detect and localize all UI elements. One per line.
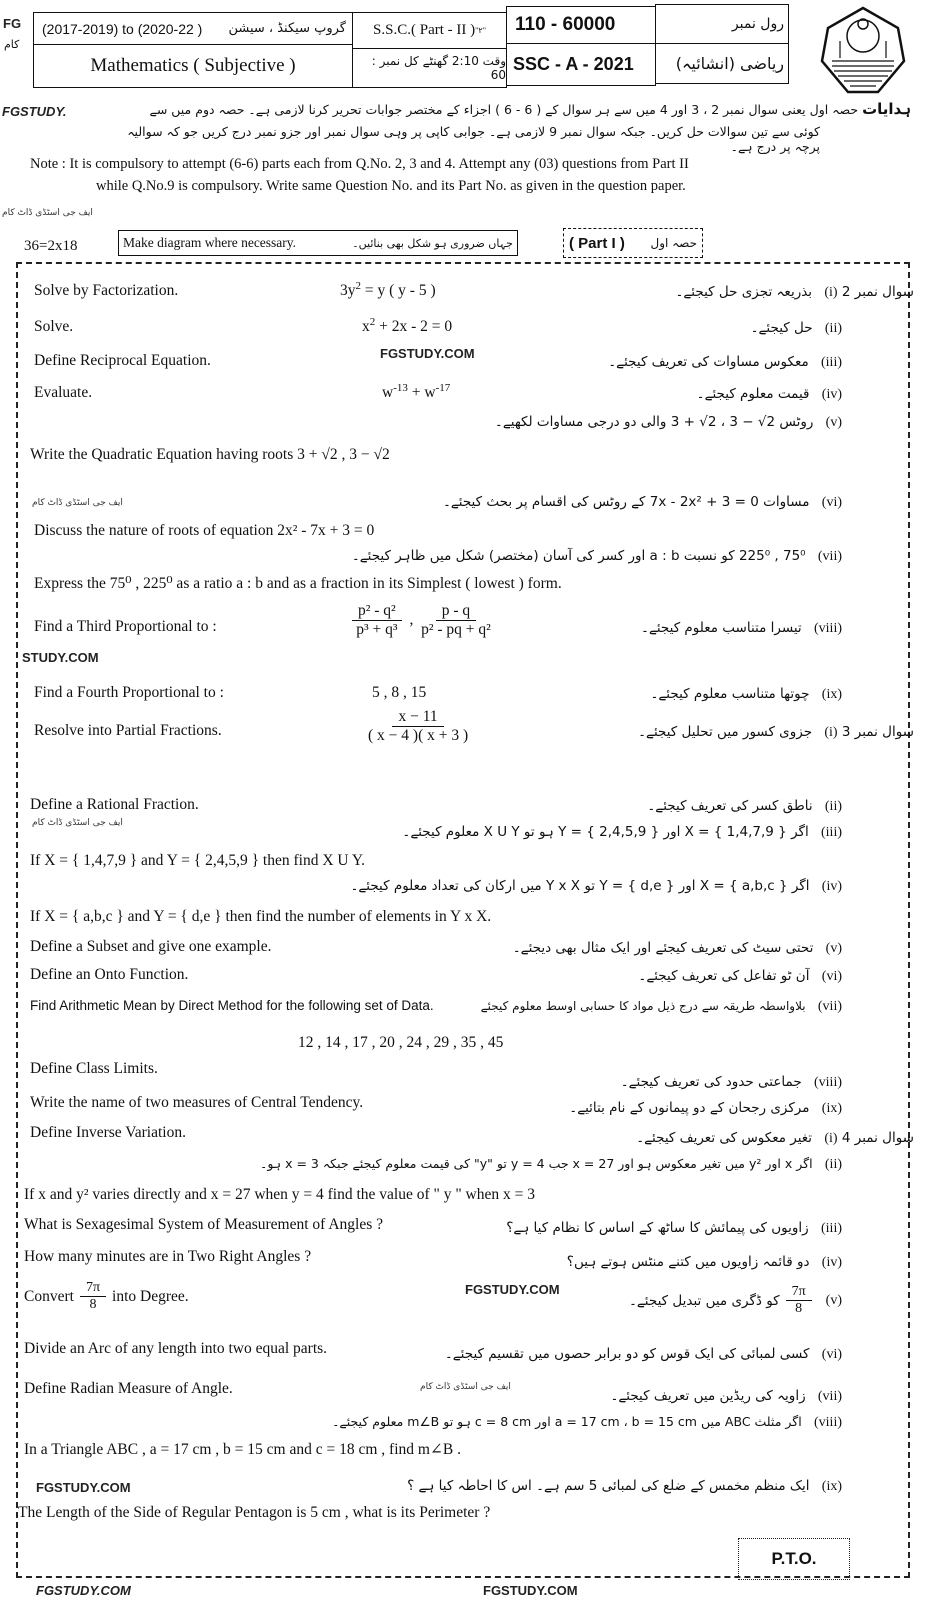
q2-iv-ur: قیمت معلوم کیجئے۔ [696,386,810,402]
instructions-line1 [66,100,911,118]
q2-i-ur: بذریعہ تجزی حل کیجئے۔ [675,284,813,300]
part-marks: 36=2x18 [24,238,78,254]
q3-v-urdu [513,940,842,957]
q3-viii-ur: جماعتی حدود کی تعریف کیجئے۔ [620,1074,802,1090]
watermark-urdu-q3ii: ایف جی اسٹڈی ڈاٹ کام [32,818,123,828]
q2-ii-ur: حل کیجئے۔ [750,320,813,336]
exam-code-cell [506,43,656,86]
q4-label: سوال نمبر 4 [841,1130,914,1146]
q3-ix-text: Write the name of two measures of Central Tendency. [30,1094,364,1111]
q2-vii-ur: 75⁰ , 225⁰ کو نسبت a : b اور کسر کی آسان (مختصر) شکل میں ظاہر کیجئے۔ [351,548,806,564]
roll-number-cell [506,6,656,44]
q2-vii-text: Express the 75⁰ , 225⁰ as a ratio a : b and as a fraction in its Simplest ( lowest ) form. [34,575,562,592]
q4-ix-ur: ایک منظم مخمس کے ضلع کی لمبائی 5 سم ہے۔ اس کا احاطہ کیا ہے ؟ [407,1478,810,1494]
q4-v-numerator: 7π [80,1280,106,1297]
q4-vi-ur: کسی لمبائی کی ایک قوس کو دو برابر حصوں میں تقسیم کیجئے۔ [444,1346,810,1362]
q4-i-ur: تغیر معکوس کی تعریف کیجئے۔ [636,1130,813,1146]
q3-viii-text: Define Class Limits. [30,1060,158,1077]
q3-viii-urdu [621,1074,842,1091]
frac1-denominator: p³ + q³ [356,621,398,638]
q2-iii-urdu [608,354,842,371]
q3-vi-urdu [638,968,842,985]
q4-viii-text: In a Triangle ABC , a = 17 cm , b = 15 cm and c = 18 cm , find m∠B . [24,1441,462,1458]
q2-ix-ur: چوتھا متناسب معلوم کیجئے۔ [650,686,810,702]
subject-title: Mathematics ( Subjective ) [90,55,296,76]
q3-i-num: (i) [824,725,838,740]
q2-iv-text: Evaluate. [34,384,93,401]
watermark-fgstudy-mid: FGSTUDY.COM [380,346,475,361]
q4-v-fraction-ur [786,1284,812,1317]
q2-ii-text: Solve. [34,318,74,335]
q4-v-fraction [80,1280,106,1313]
watermark-urdu-q2vi: ایف جی اسٹڈی ڈاٹ کام [32,498,123,508]
q2-iii-text: Define Reciprocal Equation. [34,352,211,369]
q3-ii-num: (ii) [824,799,842,814]
q4-i-urdu [636,1130,914,1147]
watermark-urdu-left: ایف جی اسٹڈی ڈاٹ کام [2,208,93,218]
instructions-title: ہدایات [862,100,911,118]
q3-viii-num: (viii) [814,1075,842,1090]
q3-iv-text: If X = { a,b,c } and Y = { d,e } then find the number of elements in Y x X. [30,908,492,925]
q4-i-text: Define Inverse Variation. [30,1124,186,1141]
q4-iv-text: How many minutes are in Two Right Angles ? [24,1248,312,1265]
q4-ix-text: The Length of the Side of Regular Pentagon is 5 cm , what is its Perimeter ? [18,1504,491,1521]
q3-vi-text: Define an Onto Function. [30,966,189,983]
q4-v-text [24,1280,189,1313]
q2-vii-num: (vii) [817,549,842,564]
q4-vii-num: (vii) [817,1389,842,1404]
q2-vi-num: (vi) [821,495,842,510]
q2-i-math: $3y^2 = y$ ( y - 5 ) [340,280,436,300]
q2-vi-ur: مساوات 0 = 3 + 7x - 2x² کے روٹس کی اقسام پر بحث کیجئے۔ [442,494,810,510]
q2-v-urdu [495,414,842,431]
time-marks-cell [352,48,507,88]
watermark-fgstudy-bottom-left: FGSTUDY.COM [36,1583,131,1598]
q3-i-numerator: x − 11 [392,708,443,727]
q2-v-num: (v) [825,415,842,430]
roll-label: رول نمبر [731,16,784,32]
q4-v-denominator-ur: 8 [795,1301,803,1316]
subject-ur: ریاضی (انشائیہ) [675,54,784,73]
q2-ix-num: (ix) [821,687,842,702]
q3-label: سوال نمبر 3 [841,724,914,740]
q4-ii-ur: اگر x اور y² میں تغیر معکوس ہو اور 27 = x جب 4 = y تو "y" کی قیمت معلوم کیجئے جبکہ 3 = x ہو۔ [260,1156,813,1171]
q4-ii-num: (ii) [824,1157,842,1172]
q3-vii-data: 12 , 14 , 17 , 20 , 24 , 29 , 35 , 45 [298,1034,504,1051]
q2-label: سوال نمبر 2 [841,284,914,300]
watermark-urdu-top-left: کام [4,38,20,51]
session-ur: گروپ سیکنڈ ، سیشن [228,21,346,36]
q4-iii-ur: زاویوں کی پیمائش کا ساٹھ کے اساس کا نظام کیا ہے؟ [506,1220,809,1236]
frac1-numerator: p² - q² [352,602,402,621]
q4-iv-num: (iv) [821,1255,842,1270]
q4-v-post: into Degree. [112,1287,189,1305]
q3-v-num: (v) [825,941,842,956]
watermark-fgstudy-convert: FGSTUDY.COM [465,1282,560,1297]
frac2-denominator: p² - pq + q² [421,621,491,638]
q3-iv-ur: اگر X = { a,b,c } اور Y = { d,e } تو Y x X میں ارکان کی تعداد معلوم کیجئے۔ [350,878,810,894]
q4-ix-num: (ix) [821,1479,842,1494]
q2-vii-urdu [352,548,842,565]
q4-vi-num: (vi) [821,1347,842,1362]
q4-ii-urdu [260,1156,842,1173]
q4-vii-text: Define Radian Measure of Angle. [24,1380,233,1397]
q2-ix-text: Find a Fourth Proportional to : [34,684,224,701]
subject-cell [33,44,353,88]
q4-viii-num: (viii) [814,1415,842,1430]
subject-ur-cell [655,43,789,84]
q3-ix-num: (ix) [821,1101,842,1116]
q4-iv-urdu [567,1254,842,1271]
roll-label-cell [655,4,789,44]
q2-ii-urdu [751,320,842,337]
q2-iii-num: (iii) [821,355,842,370]
note-line2: while Q.No.9 is compulsory. Write same Question No. and its Part No. as given in the question paper. [96,178,686,194]
board-emblem-icon [818,6,908,96]
q3-vii-text: Find Arithmetic Mean by Direct Method for the following set of Data. [30,998,434,1013]
q2-i-num: (i) [824,285,838,300]
q3-ii-urdu [647,798,842,815]
q3-v-ur: تحتی سیٹ کی تعریف کیجئے اور ایک مثال بھی دیجئے۔ [512,940,814,956]
q4-v-ur: کو ڈگری میں تبدیل کیجئے۔ [628,1292,780,1309]
q4-ix-urdu [407,1478,842,1495]
q3-iv-num: (iv) [821,879,842,894]
q3-iii-text: If X = { 1,4,7,9 } and Y = { 2,4,5,9 } then find X U Y. [30,852,365,869]
q3-v-text: Define a Subset and give one example. [30,938,272,955]
q4-v-num: (v) [825,1292,842,1308]
class-suffix: "۲" [475,26,486,35]
diagram-note-ur: جہاں ضروری ہو شکل بھی بنائیں۔ [352,236,513,250]
class-label: S.S.C.( Part - II ) [373,22,476,38]
q4-iii-num: (iii) [821,1221,842,1236]
q4-iii-text: What is Sexagesimal System of Measurement of Angles ? [24,1216,384,1233]
q2-iii-ur: معکوس مساوات کی تعریف کیجئے۔ [608,354,809,370]
q2-vi-urdu [443,494,842,511]
q4-v-denominator: 8 [89,1297,97,1312]
frac2-numerator: p - q [436,602,476,621]
watermark-fgstudy-top: FGSTUDY. [2,104,67,119]
q2-ii-math: $x^2 + 2x - 2 = 0$ [362,316,453,336]
q4-iv-ur: دو قائمہ زاویوں میں کتنے منٹس ہوتے ہیں؟ [566,1254,810,1270]
session-cell [33,12,353,45]
q2-i-urdu [675,284,914,301]
q3-vi-ur: آن ٹو تفاعل کی تعریف کیجئے۔ [638,968,810,984]
q2-ix-urdu [650,686,842,703]
note-line1: Note : It is compulsory to attempt (6-6) parts each from Q.No. 2, 3 and 4. Attempt any (03) questions from Part II [30,156,689,172]
q3-vii-urdu [481,998,842,1015]
q2-iv-math: $w^{-13} + w^{-17}$ [382,382,451,402]
time-marks: وقت 2:10 گھنٹے کل نمبر : 60 [371,54,506,82]
q4-v-numerator-ur: 7π [786,1284,812,1301]
part-label-ur: حصہ اول [650,236,697,250]
diagram-note-box [118,230,518,256]
watermark-fgstudy-bottom-center: FGSTUDY.COM [483,1583,578,1598]
pto-label: P.T.O. [771,1549,817,1568]
q2-viii-math: $\frac{\text{p² - q²}}{\text{p³ + q³}}$ , $\frac{p - q}{\text{p² - pq + q²}}$ [352,602,491,639]
watermark-urdu-q4vii: ایف جی اسٹڈی ڈاٹ کام [420,1382,511,1392]
q3-ix-ur: مرکزی رجحان کے دو پیمانوں کے نام بتائیے۔ [569,1100,810,1116]
q4-vii-urdu [610,1388,842,1405]
instructions-line2: کوئی سے تین سوالات حل کریں۔ جبکہ سوال نمبر 9 لازمی ہے۔ جوابی کاپی پر وہی سوال نمبر اور جزو نمبر درج کریں جو کہ سوالیہ پرچہ پر درج ہے۔ [127,124,820,154]
q3-vii-num: (vii) [817,999,842,1014]
q4-vi-text: Divide an Arc of any length into two equal parts. [24,1340,328,1357]
part-label: ( Part I ) [569,234,625,252]
watermark-study-left: STUDY.COM [22,650,99,665]
q4-v-urdu [629,1284,842,1317]
q3-i-ur: جزوی کسور میں تحلیل کیجئے۔ [638,724,813,740]
q2-ii-num: (ii) [824,321,842,336]
q3-i-math [368,708,468,745]
q2-v-text: Write the Quadratic Equation having roots 3 + √2 , 3 − √2 [30,446,390,463]
q3-i-text: Resolve into Partial Fractions. [34,722,222,739]
q3-vi-num: (vi) [821,969,842,984]
q2-ix-math: 5 , 8 , 15 [372,684,427,701]
q3-iv-urdu [350,878,842,895]
q3-i-urdu [638,724,914,741]
pto-box [738,1538,850,1580]
q4-i-num: (i) [824,1131,838,1146]
q4-vii-ur: زاویہ کی ریڈین میں تعریف کیجئے۔ [610,1388,806,1404]
q4-viii-ur: اگر مثلث ABC میں a = 17 cm ، b = 15 cm اور c = 8 cm ہو تو m∠B معلوم کیجئے۔ [332,1414,802,1429]
q3-ii-text: Define a Rational Fraction. [30,796,199,813]
q4-ii-text: If x and y² varies directly and x = 27 when y = 4 find the value of " y " when x = 3 [24,1186,535,1203]
q2-viii-ur: تیسرا متناسب معلوم کیجئے۔ [641,620,802,636]
exam-code: SSC - A - 2021 [513,54,634,74]
q3-i-denominator: ( x − 4 )( x + 3 ) [368,727,469,744]
diagram-note-en: Make diagram where necessary. [123,235,297,250]
q2-iv-num: (iv) [821,387,842,402]
q2-vi-text: Discuss the nature of roots of equation 2x² - 7x + 3 = 0 [34,522,375,539]
q4-vi-urdu [445,1346,842,1363]
q3-iii-ur: اگر X = { 1,4,7,9 } اور Y = { 2,4,5,9 } ہو تو X U Y معلوم کیجئے۔ [402,824,809,840]
instructions-text1: حصہ اول یعنی سوال نمبر 2 ، 3 اور 4 میں سے ہر سوال کے ( 6 - 6 ) اجزاء کے مختصر جوابات تحریر کرنا لازمی ہے۔ حصہ دوم میں سے [149,102,859,117]
q2-i-text: Solve by Factorization. [34,282,179,299]
q2-viii-urdu [641,620,842,637]
q2-viii-num: (viii) [814,621,842,636]
watermark-fg-top-left: FG [3,16,22,31]
q4-iii-urdu [506,1220,842,1237]
q3-iii-num: (iii) [821,825,842,840]
q3-ii-ur: ناطق کسر کی تعریف کیجئے۔ [647,798,813,814]
q3-iii-urdu [402,824,842,841]
watermark-fgstudy-pentagon: FGSTUDY.COM [36,1480,131,1495]
class-cell [352,12,507,49]
roll-number: 110 - 60000 [515,14,616,35]
part-label-box [563,228,703,258]
q2-iv-urdu [697,386,842,403]
session-en: (2017-2019) to (2020-22 ) [42,20,203,37]
q4-viii-urdu [332,1414,842,1431]
q2-viii-text: Find a Third Proportional to : [34,618,217,635]
q3-vii-ur: بلاواسطہ طریقہ سے درج ذیل مواد کا حسابی اوسط معلوم کیجئے [480,999,806,1013]
q2-v-ur: روٹس 2√ − 3 ، 2√ + 3 والی دو درجی مساوات لکھیے۔ [494,414,814,430]
q4-v-pre: Convert [24,1287,74,1305]
q3-ix-urdu [569,1100,842,1117]
